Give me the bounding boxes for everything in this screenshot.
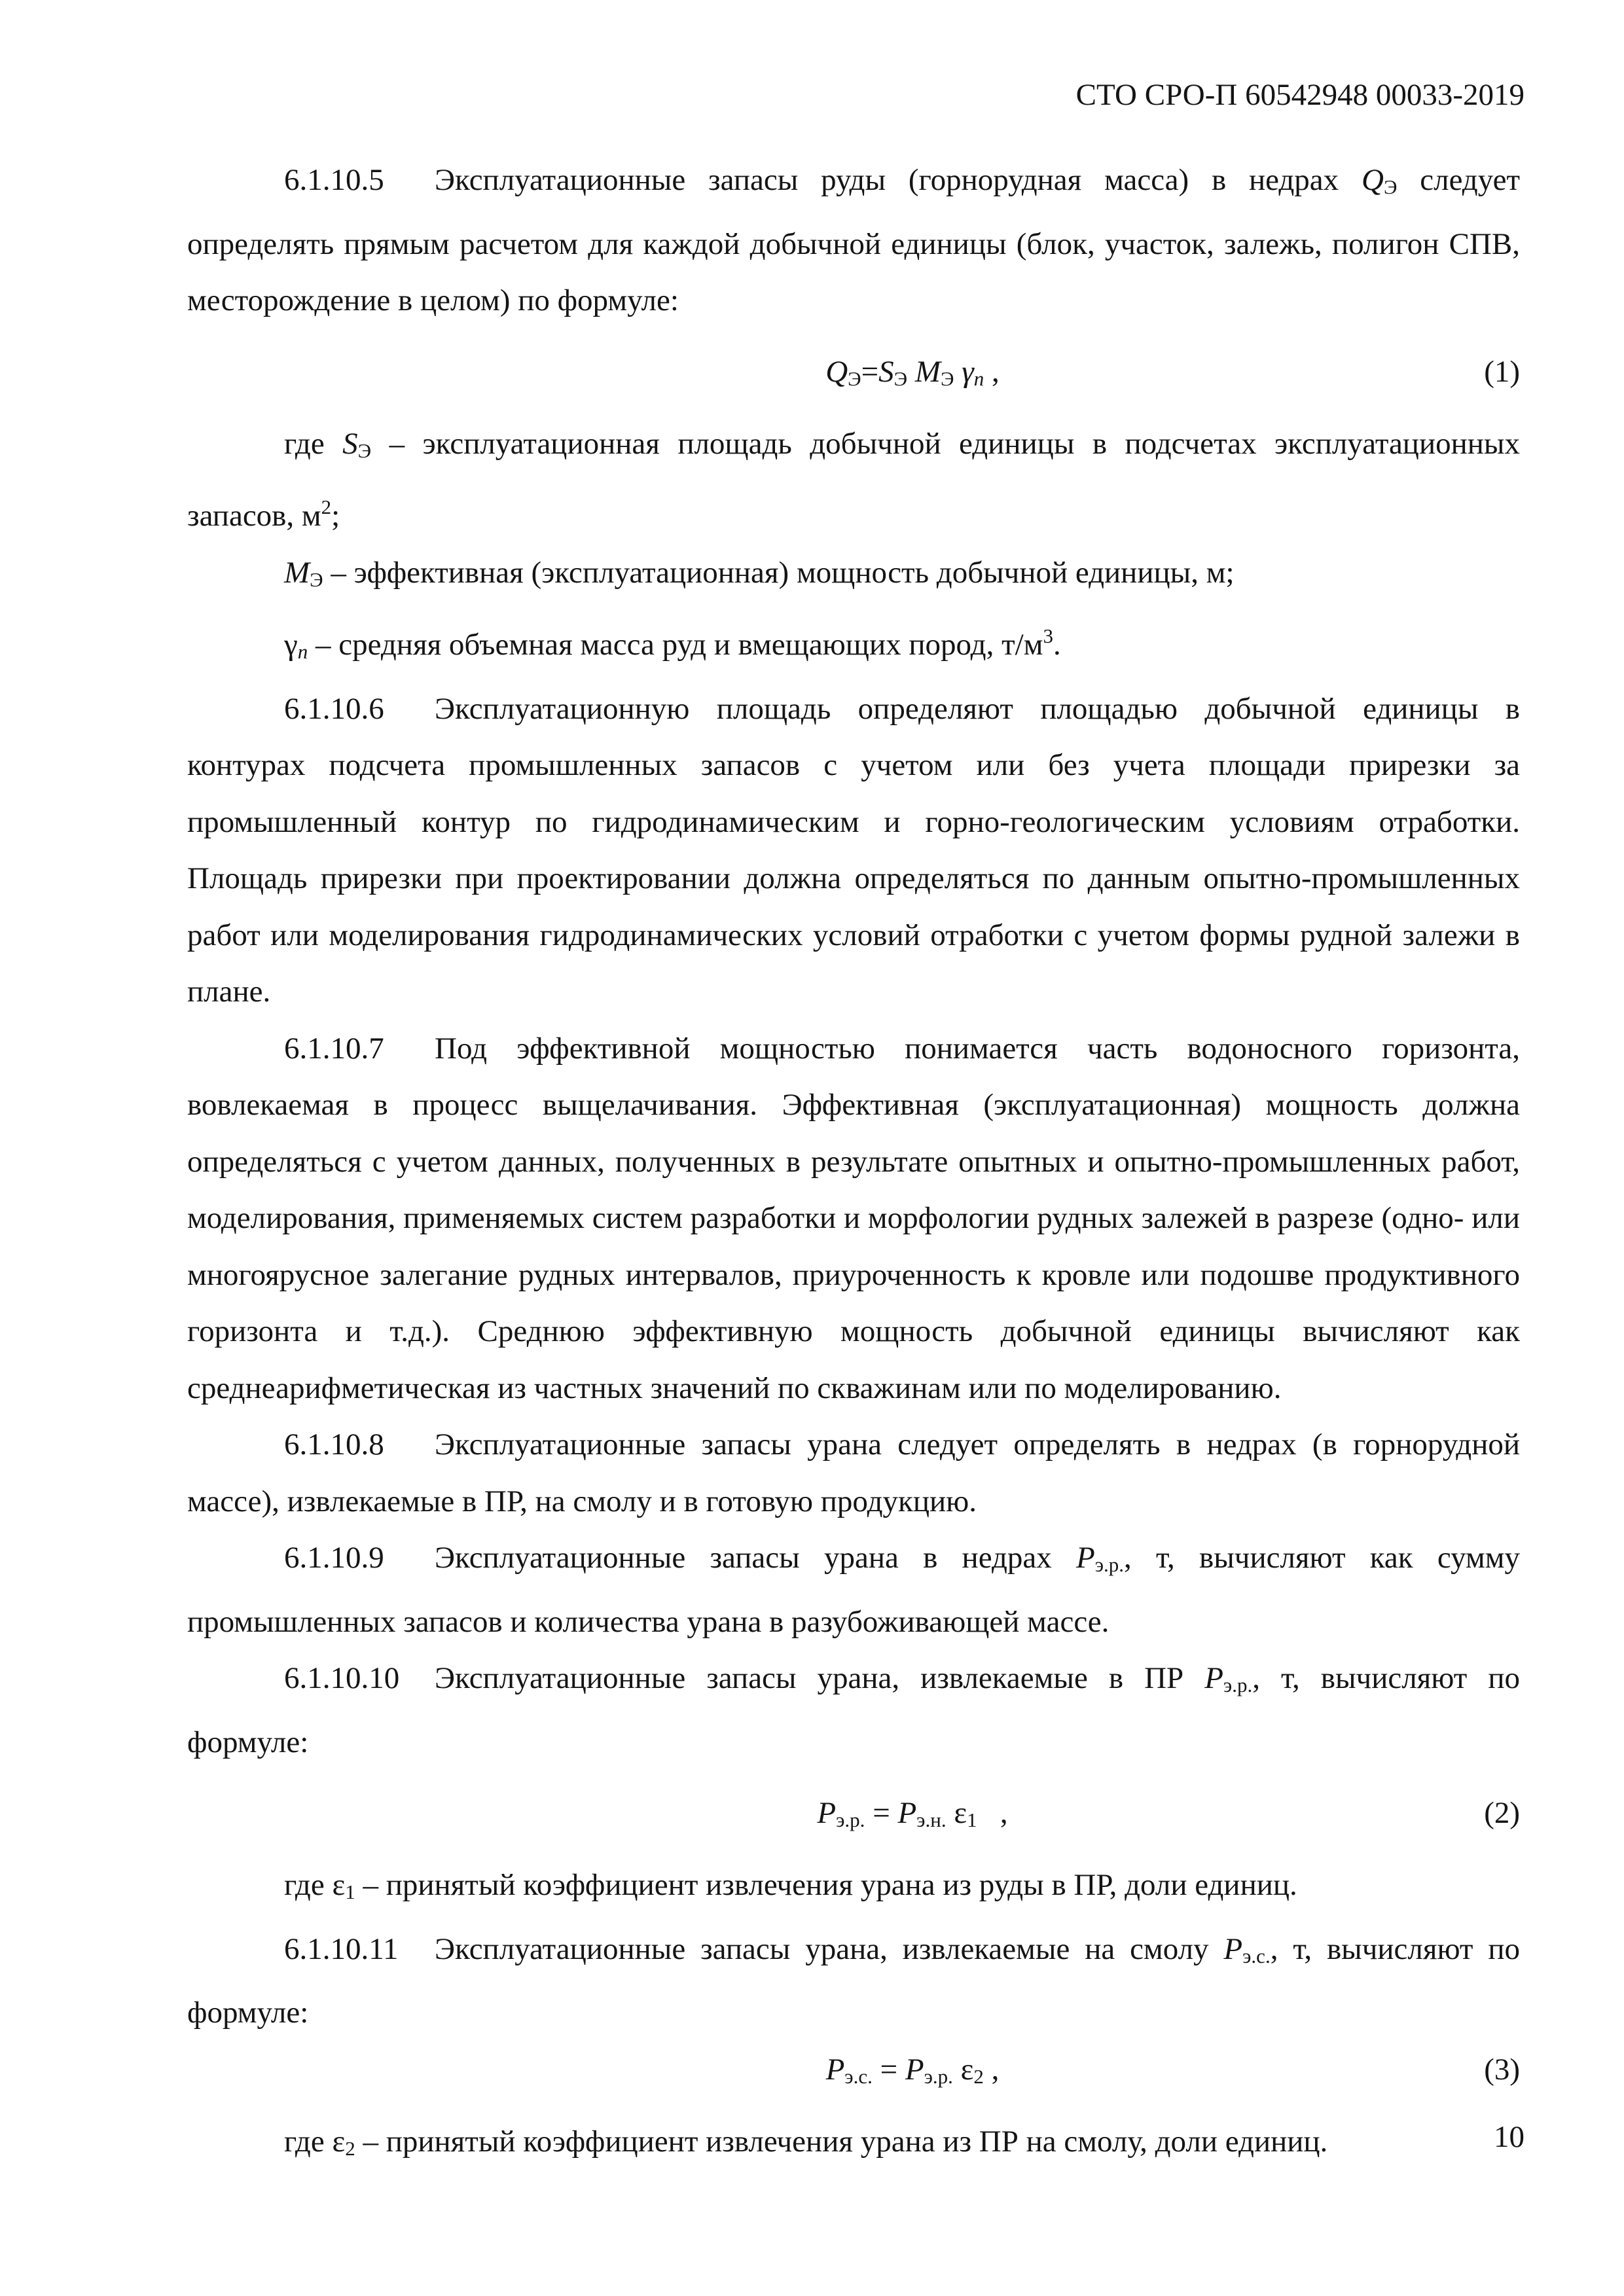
paragraph-6-1-10-7	[187, 1020, 1520, 1417]
formula-subscript: 1	[967, 1808, 977, 1831]
formula-tail: ,	[984, 354, 1000, 389]
variable-subscript: э.р.	[1094, 1553, 1125, 1576]
clause-number: 6.1.10.9	[284, 1541, 384, 1575]
formula-subscript: Э	[848, 367, 861, 390]
formula-1	[187, 344, 1520, 401]
clause-number: 6.1.10.5	[284, 163, 384, 197]
formula-subscript: э.р.	[836, 1808, 865, 1831]
formula-tail: ,	[977, 1796, 1008, 1830]
variable-subscript: Э	[357, 439, 372, 462]
formula-operator: =	[865, 1796, 898, 1830]
variable-subscript: э.р.	[1223, 1674, 1253, 1696]
paragraph-6-1-10-8	[187, 1416, 1520, 1530]
paragraph-text: Эксплуатационную площадь определяют площадью добычной единицы в контурах подсчета промышленных запасов с учетом или без учета площади прирезки за промышленный контур по гидродинамическим и горно-геологическим условиям отработки. Площадь прирезки при проектировании должна определяться по данным опытно-промышленных работ или моделирования гидродинамических условий отработки с учетом формы рудной залежи в плане.	[187, 691, 1520, 1009]
where-epsilon2-definition	[187, 2113, 1520, 2178]
variable-subscript: n	[297, 640, 308, 663]
paragraph-text: Эксплуатационные запасы урана следует определять в недрах (в горнорудной массе), извлекаемые в ПР, на смолу и в готовую продукцию.	[187, 1427, 1520, 1518]
paragraph-6-1-10-10	[187, 1650, 1520, 1770]
formula-2-number: (2)	[1484, 1796, 1520, 1830]
formula-symbol: ε	[946, 1796, 967, 1830]
formula-symbol: P	[817, 1796, 837, 1830]
formula-operator: =	[861, 354, 879, 389]
document-code-header: СТО СРО-П 60542948 00033-2019	[1075, 78, 1525, 112]
clause-number: 6.1.10.10	[284, 1661, 400, 1695]
formula-1-expression	[187, 344, 1520, 408]
paragraph-text: Под эффективной мощностью понимается часть водоносного горизонта, вовлекаемая в процесс выщелачивания. Эффективная (эксплуатационная) мощность должна определяться с учетом данных, полученных в результате опытных и опытно-промышленных работ, моделирования, применяемых систем разработки и морфологии рудных залежей в разрезе (одно- или многоярусное залегание рудных интервалов, приуроченность к кровле или подошве продуктивного горизонта и т.д.). Среднюю эффективную мощность добычной единицы вычисляют как среднеарифметическая из частных значений по скважинам или по моделированию.	[187, 1031, 1520, 1405]
formula-subscript: э.с.	[844, 2064, 873, 2088]
variable: S	[342, 426, 358, 461]
clause-number: 6.1.10.11	[284, 1931, 399, 1966]
variable-subscript: Э	[310, 567, 323, 591]
formula-1-number: (1)	[1484, 354, 1520, 389]
page-number: 10	[1494, 2120, 1525, 2154]
formula-symbol: Q	[825, 354, 848, 389]
formula-tail: ,	[983, 2052, 1000, 2087]
formula-symbol: P	[897, 1796, 917, 1830]
clause-number: 6.1.10.7	[284, 1031, 384, 1066]
formula-symbol: P	[825, 2052, 845, 2087]
variable: P	[1075, 1541, 1095, 1575]
variable: P	[1204, 1661, 1223, 1695]
paragraph-text: Эксплуатационные запасы руды (горнорудная масса) в недрах	[435, 163, 1362, 197]
formula-symbol: S	[878, 354, 894, 389]
paragraph-text: , т, вычисляют по формуле:	[187, 1661, 1520, 1759]
paragraph-text: Эксплуатационные запасы урана в недрах	[435, 1541, 1076, 1575]
where-s-definition	[187, 416, 1520, 545]
formula-2-expression	[187, 1785, 1520, 1849]
formula-subscript: Э	[893, 367, 908, 390]
where-epsilon1-definition	[187, 1857, 1520, 1921]
where-m-definition	[187, 545, 1520, 609]
text: – средняя объемная масса руд и вмещающих пород, т/м	[308, 628, 1043, 662]
formula-3-expression	[187, 2041, 1520, 2106]
text: .	[1053, 628, 1061, 662]
text: ;	[331, 499, 340, 533]
text: – принятый коэффициент извлечения урана из ПР на смолу, доли единиц.	[355, 2124, 1328, 2159]
clause-number: 6.1.10.6	[284, 691, 384, 726]
where-gamma-definition	[187, 608, 1520, 681]
document-body	[187, 152, 1520, 2177]
paragraph-6-1-10-5	[187, 152, 1520, 329]
variable: M	[284, 555, 310, 590]
formula-3-number: (3)	[1484, 2052, 1520, 2087]
text: – эффективная (эксплуатационная) мощность добычной единицы, м;	[323, 555, 1235, 590]
superscript: 2	[321, 495, 332, 518]
paragraph-6-1-10-9	[187, 1530, 1520, 1650]
paragraph-text: , т, вычисляют по формуле:	[187, 1931, 1521, 2030]
formula-symbol: γ	[954, 354, 974, 389]
formula-symbol: P	[905, 2052, 924, 2087]
text: где	[284, 426, 343, 461]
paragraph-text: Эксплуатационные запасы урана, извлекаемые на смолу	[435, 1931, 1224, 1966]
formula-operator: =	[872, 2052, 905, 2087]
formula-3	[187, 2041, 1520, 2099]
formula-subscript: э.р.	[924, 2064, 953, 2088]
paragraph-6-1-10-6	[187, 681, 1520, 1020]
formula-subscript: э.н.	[916, 1808, 947, 1831]
variable-subscript: Э	[1383, 175, 1398, 198]
variable: Q	[1362, 163, 1384, 197]
formula-subscript: 2	[973, 2064, 984, 2088]
clause-number: 6.1.10.8	[284, 1427, 384, 1462]
variable: P	[1223, 1931, 1243, 1966]
formula-subscript: Э	[941, 367, 954, 390]
text: – принятый коэффициент извлечения урана из руды в ПР, доли единиц.	[355, 1868, 1297, 1902]
paragraph-text: Эксплуатационные запасы урана, извлекаемые в ПР	[435, 1661, 1205, 1695]
formula-symbol: ε	[952, 2052, 974, 2087]
formula-symbol: M	[907, 354, 941, 389]
paragraph-6-1-10-11	[187, 1921, 1520, 2041]
paragraph-text: , т, вычисляют как сумму промышленных запасов и количества урана в разубоживающей массе.	[187, 1541, 1520, 1639]
superscript: 3	[1043, 624, 1053, 647]
formula-subscript: n	[973, 367, 984, 390]
text: где ε	[284, 2124, 346, 2159]
text: – эксплуатационная площадь добычной единицы в подсчетах эксплуатационных запасов, м	[187, 426, 1520, 533]
variable-subscript: 1	[345, 1880, 355, 1903]
variable: γ	[284, 628, 298, 662]
paragraph-text: следует определять прямым расчетом для каждой добычной единицы (блок, участок, залежь, полигон СПВ, месторождение в целом) по формуле:	[187, 163, 1520, 317]
formula-2	[187, 1785, 1520, 1842]
variable-subscript: 2	[345, 2136, 355, 2160]
variable-subscript: э.с.	[1242, 1944, 1271, 1967]
text: где ε	[284, 1868, 346, 1902]
